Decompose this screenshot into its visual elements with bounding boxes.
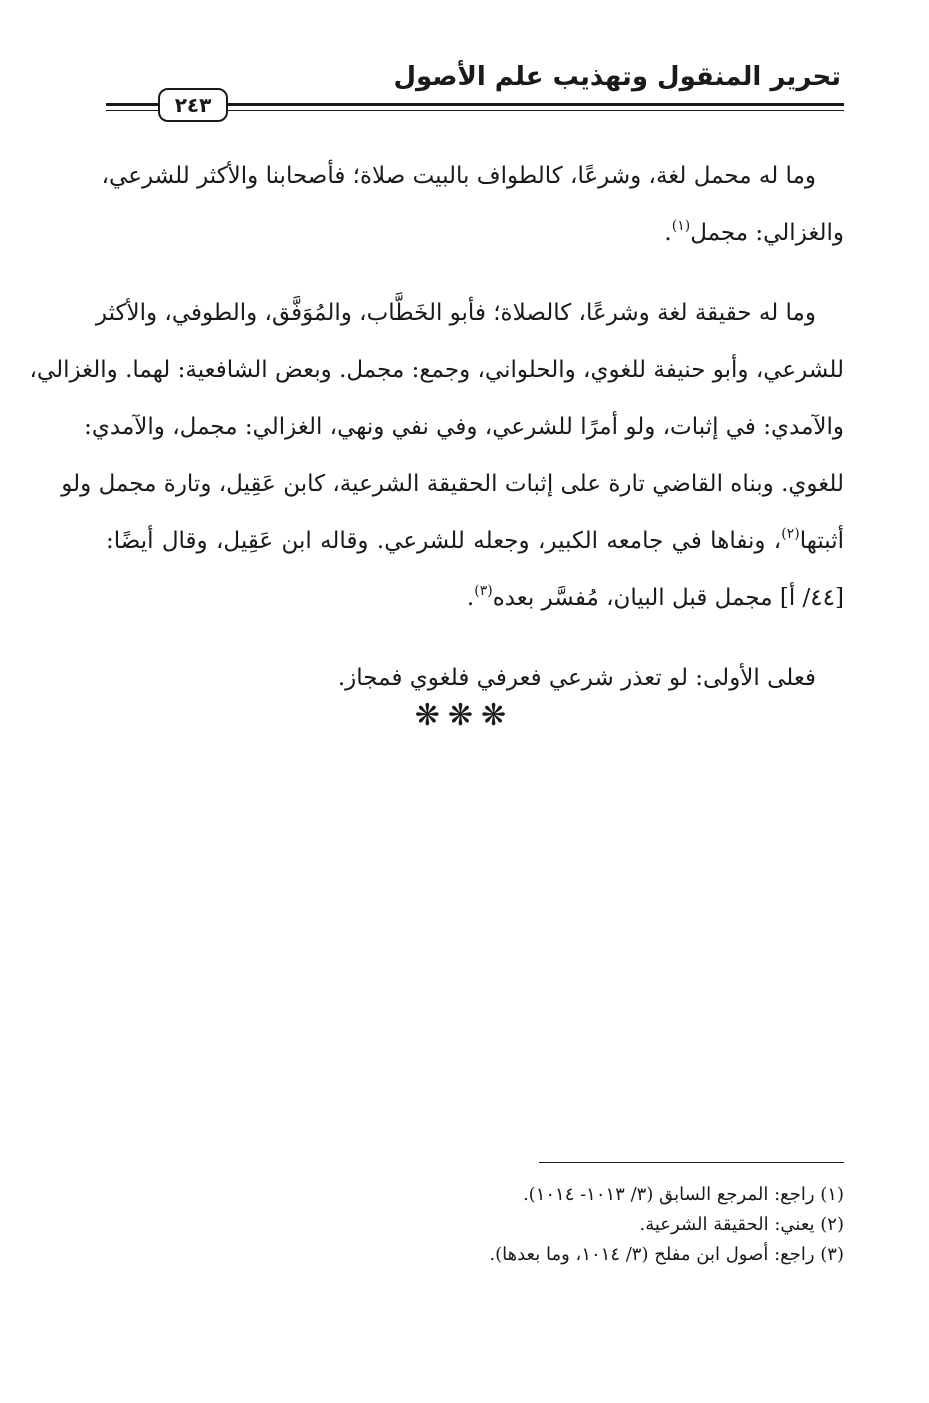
paragraph-2-line-5 [106, 513, 844, 570]
paragraph-2-line-3: والآمدي: في إثبات، ولو أمرًا للشرعي، وفي نفي ونهي، الغزالي: مجمل، والآمدي: [84, 414, 844, 440]
footnotes [244, 1180, 844, 1270]
paragraph-2-line-5-start: أثبتها [799, 528, 844, 554]
paragraph-2 [29, 285, 844, 627]
paragraph-1-line-1: وما له محمل لغة، وشرعًا، كالطواف بالبيت صلاة؛ فأصحابنا والأكثر للشرعي، [101, 163, 816, 189]
paragraph-2-line-2: للشرعي، وأبو حنيفة للغوي، والحلواني، وجمع: مجمل. وبعض الشافعية: لهما. والغزالي، [29, 357, 844, 383]
paragraph-1-line-2 [106, 205, 844, 262]
footnote-ref-1: (١) [671, 218, 691, 234]
section-separator: ❋❋❋ [414, 698, 515, 733]
footnote-ref-2: (٢) [781, 526, 800, 542]
paragraph-2-line-4: للغوي. وبناه القاضي تارة على إثبات الحقيقة الشرعية، كابن عَقِيل، وتارة مجمل ولو [61, 471, 844, 497]
paragraph-1 [101, 148, 844, 262]
footnote-1: (١) راجع: المرجع السابق (٣/ ١٠١٣- ١٠١٤). [522, 1184, 844, 1205]
paragraph-2-line-6-end: . [466, 585, 475, 611]
paragraph-2-line-6-text: [٤٤/ أ] مجمل قبل البيان، مُفسَّر بعده [492, 585, 844, 611]
page-number: ٢٤٣ [158, 88, 228, 122]
footnote-rule [539, 1162, 844, 1163]
footnote-3: (٣) راجع: أصول ابن مفلح (٣/ ١٠١٤، وما بعدها). [489, 1244, 844, 1265]
footnote-2: (٢) يعني: الحقيقة الشرعية. [639, 1214, 844, 1235]
paragraph-2-line-6 [106, 570, 844, 627]
paragraph-2-line-5-end: ، ونفاها في جامعه الكبير، وجعله للشرعي. وقاله ابن عَقِيل، وقال أيضًا: [106, 528, 782, 554]
footnote-ref-3: (٣) [474, 583, 493, 599]
paragraph-1-line-2-text: والغزالي: مجمل [690, 220, 844, 246]
paragraph-3-line-1: فعلى الأولى: لو تعذر شرعي فعرفي فلغوي فمجاز. [337, 665, 816, 691]
paragraph-1-line-2-end: . [664, 220, 672, 246]
paragraph-2-line-1: وما له حقيقة لغة وشرعًا، كالصلاة؛ فأبو الخَطَّاب، والمُوَفَّق، والطوفي، والأكثر [95, 300, 816, 326]
running-header-title: تحرير المنقول وتهذيب علم الأصول [393, 62, 841, 92]
main-text [29, 148, 844, 730]
